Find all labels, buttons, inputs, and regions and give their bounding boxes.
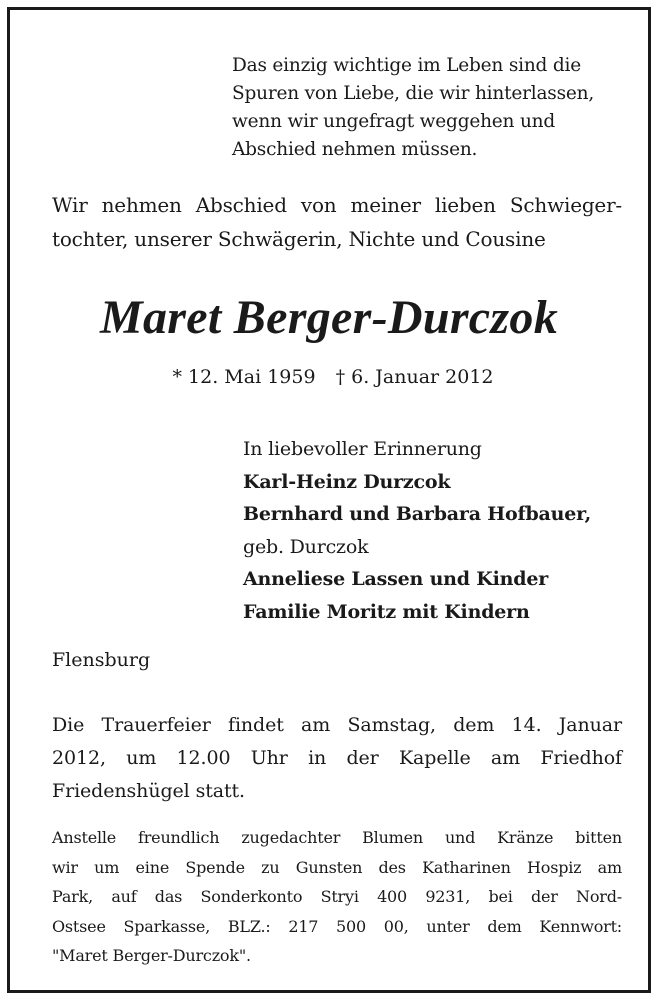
- life-dates: [10, 362, 648, 392]
- service-line: Friedenshügel statt.: [52, 780, 246, 802]
- birth-date: * 12. Mai 1959: [172, 366, 316, 388]
- mourner-note: geb. Durczok: [243, 535, 369, 558]
- intro-line: Wir nehmen Abschied von meiner lieben Schwieger-: [52, 193, 622, 217]
- motto-line: wenn wir ungefragt weggehen und: [232, 111, 556, 132]
- motto-line: Das einzig wichtige im Leben sind die: [232, 55, 581, 76]
- deceased-name: Maret Berger-Durczok: [100, 291, 558, 344]
- motto-line: Abschied nehmen müssen.: [232, 139, 478, 160]
- death-date: † 6. Januar 2012: [335, 366, 494, 388]
- obituary-notice: [7, 7, 651, 993]
- donation-line: Park, auf das Sonderkonto Stryi 400 9231, bei der Nord-: [52, 887, 622, 906]
- donation-request-text: [52, 823, 622, 971]
- mourner-name: Karl-Heinz Durzcok: [243, 470, 451, 493]
- motto-quote: [232, 52, 594, 164]
- donation-line: wir um eine Spende zu Gunsten des Katharinen Hospiz am: [52, 857, 622, 877]
- donation-line: Anstelle freundlich zugedachter Blumen und Kränze bitten: [52, 828, 622, 847]
- donation-line: Ostsee Sparkasse, BLZ.: 217 500 00, unter dem Kennwort:: [52, 916, 622, 936]
- mourner-name: Bernhard und Barbara Hofbauer,: [243, 503, 591, 526]
- funeral-service-text: [52, 709, 622, 808]
- service-line: 2012, um 12.00 Uhr in der Kapelle am Friedhof: [52, 747, 622, 769]
- donation-line: "Maret Berger-Durczok".: [52, 946, 251, 965]
- place: Flensburg: [52, 649, 151, 671]
- mourner-name: Familie Moritz mit Kindern: [243, 600, 530, 623]
- mourner-name: Anneliese Lassen und Kinder: [243, 568, 549, 591]
- mourners-intro: In liebevoller Erinnerung: [243, 438, 482, 460]
- intro-text: [52, 188, 622, 256]
- service-line: Die Trauerfeier findet am Samstag, dem 14. Januar: [52, 714, 622, 736]
- motto-line: Spuren von Liebe, die wir hinterlassen,: [232, 83, 595, 104]
- mourners-list: [243, 433, 591, 629]
- intro-line: tochter, unserer Schwägerin, Nichte und Cousine: [52, 227, 546, 251]
